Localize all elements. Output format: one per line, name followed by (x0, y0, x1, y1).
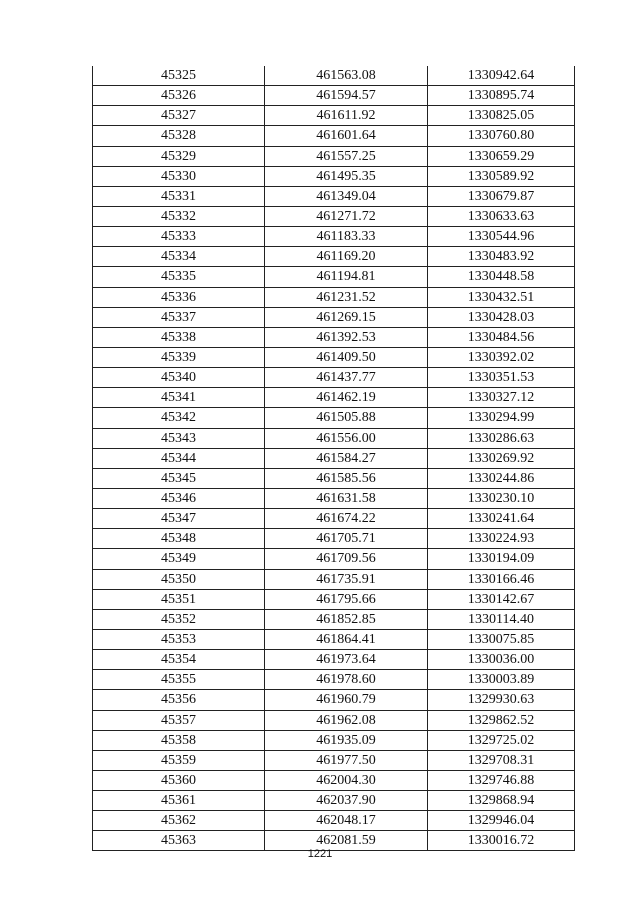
point-id-cell: 45334 (93, 247, 265, 267)
y-coordinate-cell: 1330166.46 (428, 569, 575, 589)
table-row (93, 126, 575, 146)
table-row (93, 227, 575, 247)
y-coordinate-cell: 1329725.02 (428, 730, 575, 750)
y-coordinate-cell: 1330428.03 (428, 307, 575, 327)
point-id-cell: 45357 (93, 710, 265, 730)
y-coordinate-cell: 1330633.63 (428, 206, 575, 226)
point-id-cell: 45327 (93, 106, 265, 126)
point-id-cell: 45355 (93, 670, 265, 690)
point-id-cell: 45356 (93, 690, 265, 710)
point-id-cell: 45347 (93, 509, 265, 529)
point-id-cell: 45351 (93, 589, 265, 609)
point-id-cell: 45325 (93, 66, 265, 86)
x-coordinate-cell: 461437.77 (265, 368, 428, 388)
y-coordinate-cell: 1330760.80 (428, 126, 575, 146)
table-row (93, 146, 575, 166)
table-row (93, 428, 575, 448)
point-id-cell: 45338 (93, 327, 265, 347)
point-id-cell: 45352 (93, 609, 265, 629)
table-row (93, 468, 575, 488)
point-id-cell: 45349 (93, 549, 265, 569)
y-coordinate-cell: 1330194.09 (428, 549, 575, 569)
x-coordinate-cell: 461735.91 (265, 569, 428, 589)
x-coordinate-cell: 461169.20 (265, 247, 428, 267)
x-coordinate-cell: 461601.64 (265, 126, 428, 146)
x-coordinate-cell: 461563.08 (265, 66, 428, 86)
point-id-cell: 45360 (93, 770, 265, 790)
point-id-cell: 45345 (93, 468, 265, 488)
point-id-cell: 45353 (93, 629, 265, 649)
x-coordinate-cell: 461557.25 (265, 146, 428, 166)
table-row (93, 287, 575, 307)
point-id-cell: 45342 (93, 408, 265, 428)
table-row (93, 307, 575, 327)
x-coordinate-cell: 461505.88 (265, 408, 428, 428)
y-coordinate-cell: 1330016.72 (428, 831, 575, 851)
y-coordinate-cell: 1330659.29 (428, 146, 575, 166)
point-id-cell: 45363 (93, 831, 265, 851)
y-coordinate-cell: 1330484.56 (428, 327, 575, 347)
x-coordinate-cell: 461795.66 (265, 589, 428, 609)
y-coordinate-cell: 1329868.94 (428, 791, 575, 811)
y-coordinate-cell: 1330895.74 (428, 86, 575, 106)
table-row (93, 569, 575, 589)
y-coordinate-cell: 1330679.87 (428, 186, 575, 206)
x-coordinate-cell: 461935.09 (265, 730, 428, 750)
x-coordinate-cell: 461462.19 (265, 388, 428, 408)
x-coordinate-cell: 461852.85 (265, 609, 428, 629)
point-id-cell: 45326 (93, 86, 265, 106)
table-row (93, 388, 575, 408)
x-coordinate-cell: 461864.41 (265, 629, 428, 649)
y-coordinate-cell: 1329746.88 (428, 770, 575, 790)
table-row (93, 509, 575, 529)
y-coordinate-cell: 1330589.92 (428, 166, 575, 186)
table-row (93, 267, 575, 287)
x-coordinate-cell: 462048.17 (265, 811, 428, 831)
x-coordinate-cell: 461973.64 (265, 650, 428, 670)
x-coordinate-cell: 461556.00 (265, 428, 428, 448)
table-row (93, 730, 575, 750)
table-row (93, 750, 575, 770)
page-number: 1221 (307, 848, 333, 860)
table-row (93, 206, 575, 226)
y-coordinate-cell: 1330942.64 (428, 66, 575, 86)
point-id-cell: 45331 (93, 186, 265, 206)
point-id-cell: 45328 (93, 126, 265, 146)
coordinate-table (92, 66, 575, 851)
x-coordinate-cell: 461349.04 (265, 186, 428, 206)
y-coordinate-cell: 1330230.10 (428, 488, 575, 508)
y-coordinate-cell: 1330241.64 (428, 509, 575, 529)
x-coordinate-cell: 461674.22 (265, 509, 428, 529)
x-coordinate-cell: 462037.90 (265, 791, 428, 811)
table-row (93, 106, 575, 126)
point-id-cell: 45344 (93, 448, 265, 468)
table-row (93, 347, 575, 367)
y-coordinate-cell: 1330224.93 (428, 529, 575, 549)
table-row (93, 368, 575, 388)
point-id-cell: 45358 (93, 730, 265, 750)
x-coordinate-cell: 461495.35 (265, 166, 428, 186)
x-coordinate-cell: 462081.59 (265, 831, 428, 851)
y-coordinate-cell: 1330483.92 (428, 247, 575, 267)
y-coordinate-cell: 1330003.89 (428, 670, 575, 690)
x-coordinate-cell: 461611.92 (265, 106, 428, 126)
point-id-cell: 45332 (93, 206, 265, 226)
point-id-cell: 45335 (93, 267, 265, 287)
table-row (93, 629, 575, 649)
table-row (93, 589, 575, 609)
point-id-cell: 45341 (93, 388, 265, 408)
x-coordinate-cell: 461960.79 (265, 690, 428, 710)
x-coordinate-cell: 462004.30 (265, 770, 428, 790)
x-coordinate-cell: 461231.52 (265, 287, 428, 307)
point-id-cell: 45343 (93, 428, 265, 448)
x-coordinate-cell: 461594.57 (265, 86, 428, 106)
table-row (93, 247, 575, 267)
point-id-cell: 45333 (93, 227, 265, 247)
point-id-cell: 45361 (93, 791, 265, 811)
x-coordinate-cell: 461271.72 (265, 206, 428, 226)
table-row (93, 66, 575, 86)
table-row (93, 770, 575, 790)
x-coordinate-cell: 461269.15 (265, 307, 428, 327)
table-row (93, 327, 575, 347)
y-coordinate-cell: 1330075.85 (428, 629, 575, 649)
y-coordinate-cell: 1330294.99 (428, 408, 575, 428)
x-coordinate-cell: 461978.60 (265, 670, 428, 690)
table-row (93, 408, 575, 428)
point-id-cell: 45340 (93, 368, 265, 388)
x-coordinate-cell: 461409.50 (265, 347, 428, 367)
table-row (93, 488, 575, 508)
coordinate-table-body (93, 66, 575, 851)
x-coordinate-cell: 461183.33 (265, 227, 428, 247)
y-coordinate-cell: 1330327.12 (428, 388, 575, 408)
table-row (93, 448, 575, 468)
x-coordinate-cell: 461194.81 (265, 267, 428, 287)
y-coordinate-cell: 1330036.00 (428, 650, 575, 670)
x-coordinate-cell: 461392.53 (265, 327, 428, 347)
y-coordinate-cell: 1329708.31 (428, 750, 575, 770)
y-coordinate-cell: 1329946.04 (428, 811, 575, 831)
point-id-cell: 45330 (93, 166, 265, 186)
table-row (93, 650, 575, 670)
table-row (93, 670, 575, 690)
x-coordinate-cell: 461631.58 (265, 488, 428, 508)
point-id-cell: 45346 (93, 488, 265, 508)
y-coordinate-cell: 1330392.02 (428, 347, 575, 367)
x-coordinate-cell: 461705.71 (265, 529, 428, 549)
x-coordinate-cell: 461584.27 (265, 448, 428, 468)
point-id-cell: 45329 (93, 146, 265, 166)
y-coordinate-cell: 1330142.67 (428, 589, 575, 609)
point-id-cell: 45362 (93, 811, 265, 831)
table-row (93, 186, 575, 206)
table-row (93, 86, 575, 106)
point-id-cell: 45339 (93, 347, 265, 367)
y-coordinate-cell: 1330544.96 (428, 227, 575, 247)
y-coordinate-cell: 1330448.58 (428, 267, 575, 287)
table-row (93, 791, 575, 811)
y-coordinate-cell: 1330244.86 (428, 468, 575, 488)
point-id-cell: 45348 (93, 529, 265, 549)
x-coordinate-cell: 461585.56 (265, 468, 428, 488)
x-coordinate-cell: 461977.50 (265, 750, 428, 770)
point-id-cell: 45336 (93, 287, 265, 307)
x-coordinate-cell: 461962.08 (265, 710, 428, 730)
x-coordinate-cell: 461709.56 (265, 549, 428, 569)
y-coordinate-cell: 1330825.05 (428, 106, 575, 126)
table-row (93, 710, 575, 730)
y-coordinate-cell: 1329930.63 (428, 690, 575, 710)
point-id-cell: 45359 (93, 750, 265, 770)
table-row (93, 609, 575, 629)
table-row (93, 690, 575, 710)
table-row (93, 811, 575, 831)
y-coordinate-cell: 1330114.40 (428, 609, 575, 629)
point-id-cell: 45350 (93, 569, 265, 589)
y-coordinate-cell: 1330269.92 (428, 448, 575, 468)
y-coordinate-cell: 1330286.63 (428, 428, 575, 448)
y-coordinate-cell: 1330351.53 (428, 368, 575, 388)
point-id-cell: 45337 (93, 307, 265, 327)
table-row (93, 166, 575, 186)
point-id-cell: 45354 (93, 650, 265, 670)
y-coordinate-cell: 1329862.52 (428, 710, 575, 730)
y-coordinate-cell: 1330432.51 (428, 287, 575, 307)
table-row (93, 549, 575, 569)
table-row (93, 529, 575, 549)
